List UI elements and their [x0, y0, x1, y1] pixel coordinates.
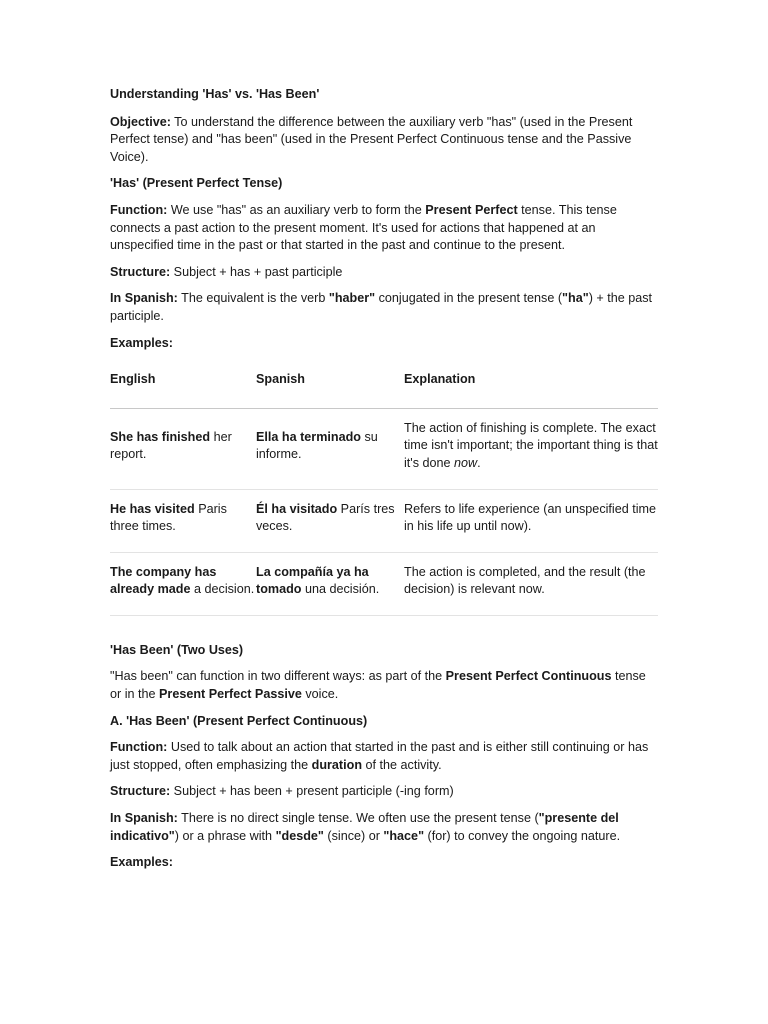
- explanation-cell: [404, 408, 658, 489]
- spanish-text: There is no direct single tense. We often use the present tense (: [177, 811, 539, 826]
- spanish-bold: Él ha visitado: [256, 501, 338, 516]
- function-text: tense. This tense connects a past action to the present moment. It's used for actions that happened at an unspecified time in the past or that started in the past and continue to the present.: [110, 202, 617, 253]
- spanish-bold: La compañía ya ha tomado: [256, 564, 369, 597]
- spanish-bold: Ella ha terminado: [256, 429, 361, 444]
- spanish-bold-term: "presente del indicativo": [110, 811, 619, 843]
- spanish-rest: una decisión.: [301, 582, 380, 597]
- spanish-paragraph-has-been: [110, 810, 658, 845]
- spanish-bold-term: "hace": [383, 828, 425, 843]
- spanish-bold-term: "haber": [328, 291, 376, 306]
- objective-paragraph: [110, 114, 658, 167]
- spanish-label: In Spanish:: [110, 291, 178, 306]
- english-cell: [110, 408, 256, 489]
- explanation-text: The action is completed, and the result (the decision) is relevant now.: [404, 564, 646, 597]
- spanish-text: ) or a phrase with: [174, 828, 276, 843]
- intro-text: voice.: [301, 687, 339, 702]
- function-label: Function:: [110, 740, 168, 755]
- spanish-text: The equivalent is the verb: [177, 291, 329, 306]
- subheading-present-perfect-continuous: A. 'Has Been' (Present Perfect Continuous): [110, 713, 368, 728]
- structure-paragraph-has-been: [110, 783, 658, 801]
- function-paragraph-has-been: [110, 739, 658, 774]
- intro-text: tense or in the: [110, 669, 646, 702]
- column-header-english: English: [110, 371, 256, 408]
- explanation-text: The action of finishing is complete. The exact time isn't important; the important thing is that it's done: [404, 420, 658, 470]
- english-cell: [110, 552, 256, 615]
- english-rest: her report.: [110, 429, 232, 462]
- function-text: We use "has" as an auxiliary verb to form the: [167, 202, 426, 217]
- spanish-cell: [256, 489, 404, 552]
- spanish-bold-term: "desde": [275, 828, 324, 843]
- english-bold: The company has already made: [110, 564, 217, 597]
- table-header-row: [110, 371, 658, 408]
- intro-paragraph-has-been: [110, 668, 658, 703]
- table-row: [110, 552, 658, 615]
- english-cell: [110, 489, 256, 552]
- explanation-cell: [404, 489, 658, 552]
- document-title: Understanding 'Has' vs. 'Has Been': [110, 87, 320, 101]
- objective-text: To understand the difference between the auxiliary verb "has" (used in the Present Perfect tense) and "has been" (used in the Present Perfect Continuous tense and the Passive Voice).: [110, 114, 633, 164]
- english-rest: a decision.: [190, 582, 255, 597]
- intro-text: "Has been" can function in two different ways: as part of the: [110, 669, 446, 684]
- spanish-rest: París tres veces.: [256, 501, 395, 534]
- explanation-text: Refers to life experience (an unspecified time in his life up until now).: [404, 501, 657, 534]
- intro-bold-term: Present Perfect Passive: [159, 687, 302, 702]
- function-text: Used to talk about an action that started in the past and is either still continuing or has just stopped, often emphasizing the: [110, 740, 649, 772]
- table-row: [110, 489, 658, 552]
- structure-label: Structure:: [110, 784, 171, 799]
- spanish-label: In Spanish:: [110, 811, 178, 826]
- examples-table: [110, 371, 658, 616]
- spanish-text: (for) to convey the ongoing nature.: [424, 828, 621, 843]
- section-heading-has: 'Has' (Present Perfect Tense): [110, 176, 283, 191]
- objective-label: Objective:: [110, 114, 171, 129]
- explanation-italic: now: [454, 455, 478, 470]
- spanish-bold-term: "ha": [562, 291, 589, 306]
- function-text: of the activity.: [362, 757, 442, 772]
- english-bold: She has finished: [110, 429, 211, 444]
- spanish-rest: su informe.: [256, 429, 378, 462]
- structure-text: Subject + has + past participle: [170, 264, 343, 279]
- spanish-cell: [256, 408, 404, 489]
- function-bold-term: Present Perfect: [425, 202, 518, 217]
- structure-text: Subject + has been + present participle (-ing form): [170, 784, 454, 799]
- section-heading-has-been: 'Has Been' (Two Uses): [110, 642, 244, 657]
- explanation-cell: [404, 552, 658, 615]
- examples-label-has: Examples:: [110, 335, 173, 350]
- table-row: [110, 408, 658, 489]
- english-rest: Paris three times.: [110, 501, 227, 534]
- explanation-text: .: [477, 455, 481, 470]
- spanish-paragraph-has: [110, 290, 658, 325]
- spanish-cell: [256, 552, 404, 615]
- function-paragraph-has: [110, 202, 658, 255]
- structure-label: Structure:: [110, 264, 171, 279]
- spanish-text: conjugated in the present tense (: [375, 291, 563, 306]
- spanish-text: ) + the past participle.: [110, 291, 653, 323]
- intro-bold-term: Present Perfect Continuous: [445, 669, 612, 684]
- examples-label-has-been: Examples:: [110, 855, 173, 870]
- structure-paragraph-has: [110, 264, 658, 282]
- spanish-text: (since) or: [323, 828, 384, 843]
- english-bold: He has visited: [110, 501, 195, 516]
- function-label: Function:: [110, 202, 168, 217]
- column-header-explanation: Explanation: [404, 371, 658, 408]
- column-header-spanish: Spanish: [256, 371, 404, 408]
- function-bold-term: duration: [311, 757, 363, 772]
